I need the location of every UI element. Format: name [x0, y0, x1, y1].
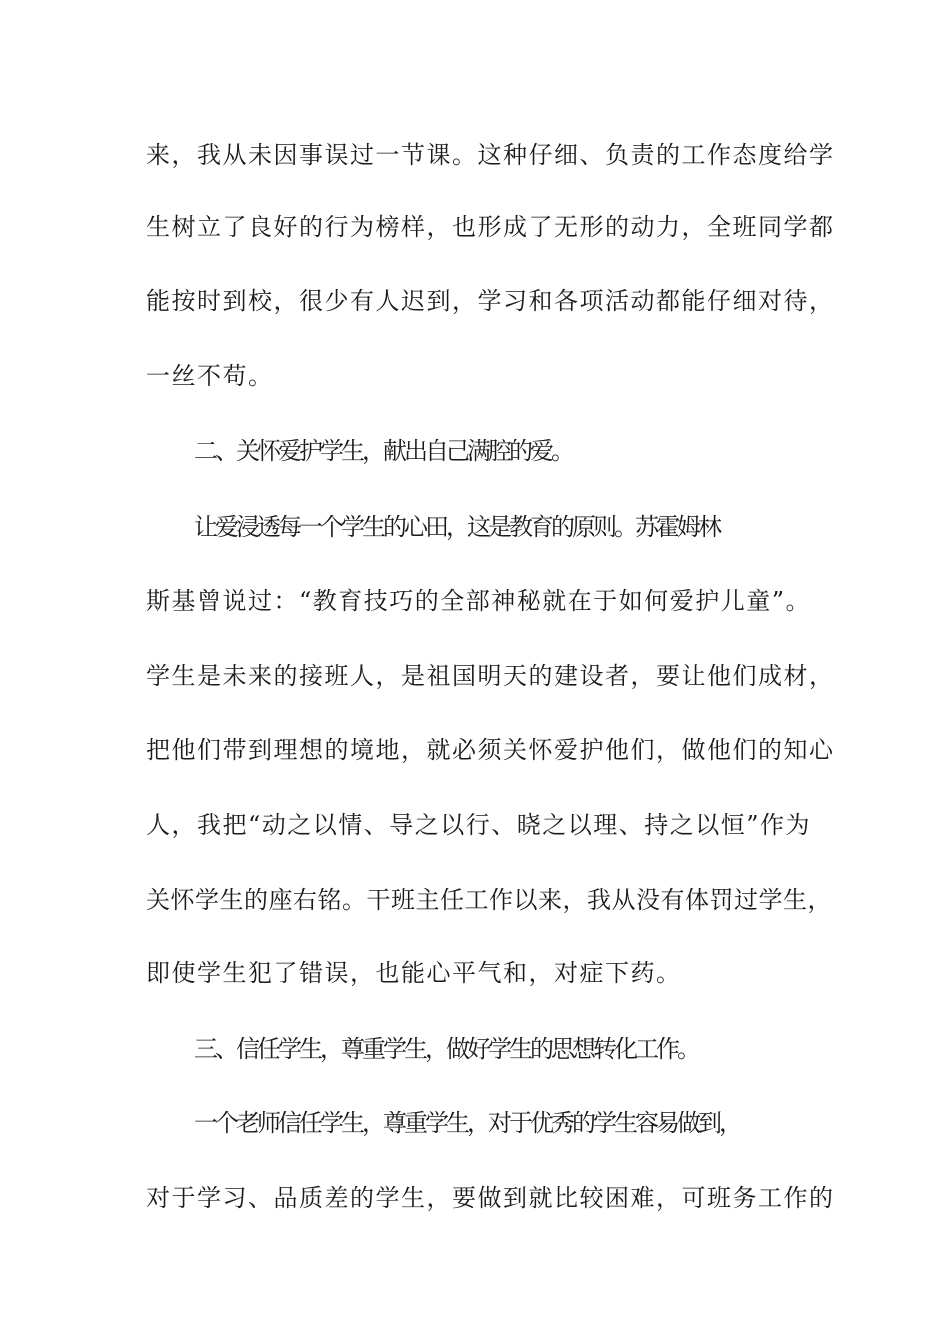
text-line: 学生是未来的接班人，是祖国明天的建设者，要让他们成材，	[146, 662, 835, 690]
text-line: 来，我从未因事误过一节课。这种仔细、负责的工作态度给学	[146, 141, 835, 169]
text-line: 关怀学生的座右铭。干班主任工作以来，我从没有体罚过学生，	[146, 886, 832, 914]
text-line: 人，我把“动之以情、导之以行、晓之以理、持之以恒”作为	[146, 811, 812, 839]
text-line: 即使学生犯了错误，也能心平气和，对症下药。	[146, 959, 682, 987]
text-line: 能按时到校，很少有人迟到，学习和各项活动都能仔细对待，	[146, 287, 835, 315]
text-line: 把他们带到理想的境地，就必须关怀爱护他们，做他们的知心	[146, 736, 835, 764]
section-heading: 二、关怀爱护学生，献出自己满腔的爱。	[194, 437, 572, 465]
section-heading: 三、信任学生，尊重学生，做好学生的思想转化工作。	[194, 1035, 698, 1063]
text-line: 生树立了良好的行为榜样，也形成了无形的动力，全班同学都	[146, 213, 835, 241]
text-line: 让爱浸透每一个学生的心田，这是教育的原则。苏霍姆林	[194, 513, 719, 541]
text-line: 一丝不苟。	[146, 362, 274, 390]
text-line: 斯基曾说过：“教育技巧的全部神秘就在于如何爱护儿童”。	[146, 587, 812, 615]
text-line: 对于学习、品质差的学生，要做到就比较困难，可班务工作的	[146, 1184, 835, 1212]
text-line: 一个老师信任学生，尊重学生，对于优秀的学生容易做到，	[194, 1109, 740, 1137]
